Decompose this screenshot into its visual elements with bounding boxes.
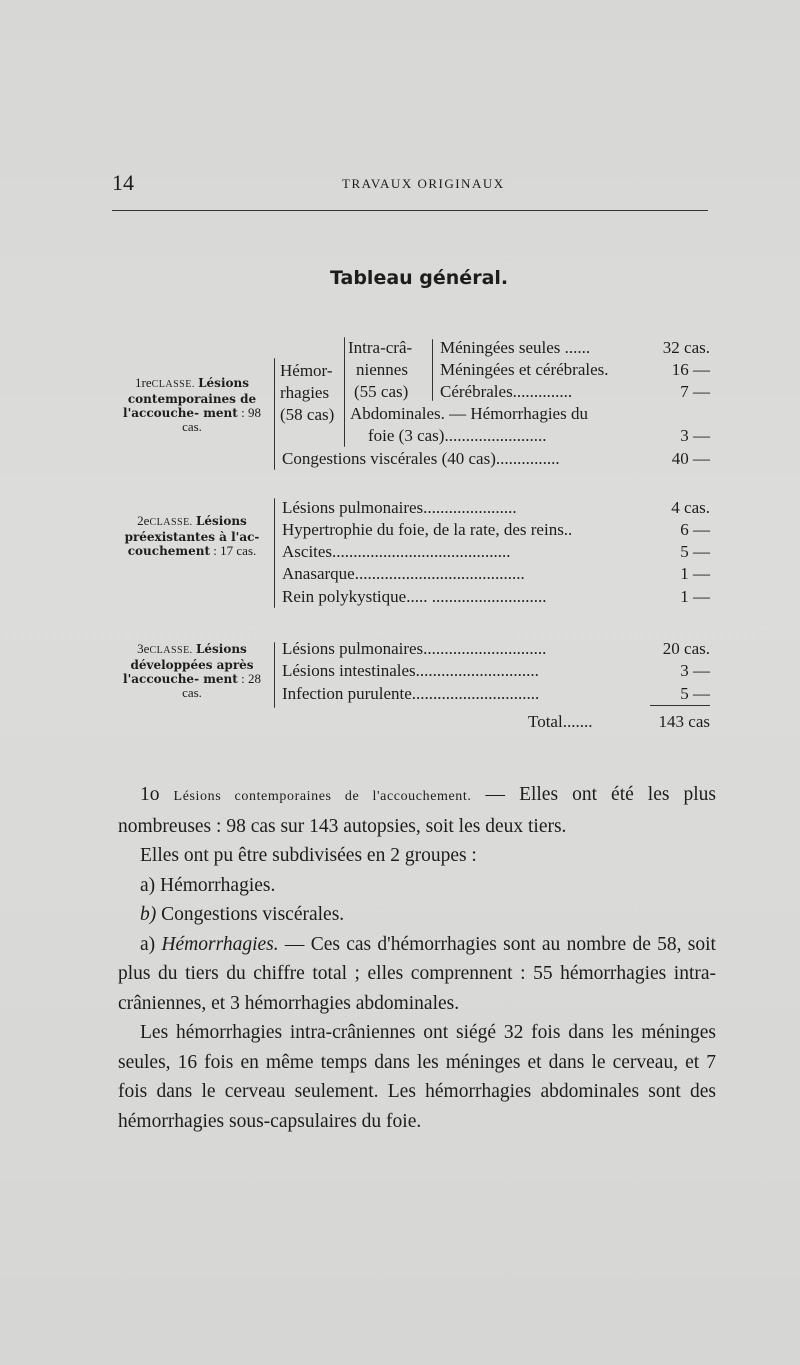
row-value: 4 cas. — [671, 498, 710, 517]
row-value: 32 cas. — [662, 338, 710, 357]
class1-label: 1reCLASSE. Lésions contemporaines de l'accouche- ment : 98 cas. — [123, 375, 261, 434]
table-row: Méningées et cérébrales. — [440, 360, 609, 379]
list-item: a) Hémorrhagies. — [140, 874, 276, 896]
table-row: Méningées seules ...... — [440, 338, 591, 357]
class2-label: 2eCLASSE. Lésions préexistantes à l'ac- couchement : 17 cas. — [124, 513, 260, 558]
row-value: 20 cas. — [662, 639, 710, 658]
table-row: Ascites.......................................... — [282, 542, 511, 561]
table-row: Congestions viscérales (40 cas)............... — [282, 449, 560, 468]
paragraph: Elles ont pu être subdivisées en 2 groupes : — [140, 845, 477, 866]
body-text — [118, 780, 716, 1136]
row-value: 1 — — [680, 564, 710, 583]
table-row: Abdominales. — Hémorrhagies du — [350, 404, 588, 423]
class3-brace — [274, 642, 275, 708]
intracranial-label-2: niennes — [356, 360, 408, 379]
row-value: 6 — — [680, 520, 710, 539]
page-number: 14 — [112, 170, 134, 195]
total-label: Total....... — [528, 712, 593, 731]
header-rule — [112, 210, 708, 211]
table-row: Cérébrales.............. — [440, 382, 573, 401]
row-value: 16 — — [671, 360, 710, 379]
table-row: Rein polykystique..... ........................... — [282, 587, 547, 606]
row-value: 7 — — [680, 382, 710, 401]
row-value: 3 — — [680, 426, 710, 445]
table-row: Lésions intestinales............................. — [282, 661, 539, 680]
intracranial-label-3: (55 cas) — [354, 382, 409, 401]
table-row: Anasarque........................................ — [282, 564, 525, 583]
running-header — [112, 170, 708, 194]
total-value: 143 cas — [658, 712, 710, 731]
class2-brace — [274, 498, 275, 608]
intracranial-label: Intra-crâ- — [348, 338, 413, 357]
list-item: b) Congestions viscérales. — [140, 904, 345, 925]
paragraph: a) Hémorrhagies. — Ces cas d'hémorrhagies sont au nombre de 58, soit plus du tiers du chiffre total ; elles comprennent : 55 hémorrhagies intra-crâniennes, et 3 hémorrhagies abdominales. — [118, 933, 716, 1014]
row-value: 3 — — [680, 661, 710, 680]
table-row: Lésions pulmonaires...................... — [282, 498, 517, 517]
hemorrhage-label-3: (58 cas) — [280, 405, 335, 424]
class3-label: 3eCLASSE. Lésions développées après l'accouche- ment : 28 cas. — [123, 641, 261, 700]
hemorrhage-brace — [344, 337, 345, 447]
table-row: Hypertrophie du foie, de la rate, des reins.. — [282, 520, 573, 539]
table-row: Infection purulente.............................. — [282, 684, 540, 703]
total-rule — [650, 705, 710, 706]
intracranial-brace — [432, 339, 433, 401]
row-value: 5 — — [680, 684, 710, 703]
row-value: 5 — — [680, 542, 710, 561]
hemorrhage-label: Hémor- — [280, 361, 333, 380]
table-row: Lésions pulmonaires............................. — [282, 639, 547, 658]
paragraph: Les hémorrhagies intra-crâniennes ont siégé 32 fois dans les méninges seules, 16 fois en même temps dans les méninges et dans le cerveau, et 7 fois dans le cerveau seulement. Les hémorrhagies abdominales sont des hémorrhagies sous-capsulaires du foie. — [118, 1022, 716, 1132]
row-value: 1 — — [680, 587, 710, 606]
table-row: foie (3 cas)........................ — [368, 426, 547, 445]
row-value: 40 — — [671, 449, 710, 468]
running-title: TRAVAUX ORIGINAUX — [342, 176, 505, 191]
paragraph: 1o Lésions contemporaines de l'accouchement. — Elles ont été les plus nombreuses : 98 cas sur 143 autopsies, soit les deux tiers. — [118, 784, 717, 837]
class1-brace — [274, 358, 275, 470]
hemorrhage-label-2: rhagies — [280, 383, 330, 402]
table-title: Tableau général. — [330, 267, 509, 289]
